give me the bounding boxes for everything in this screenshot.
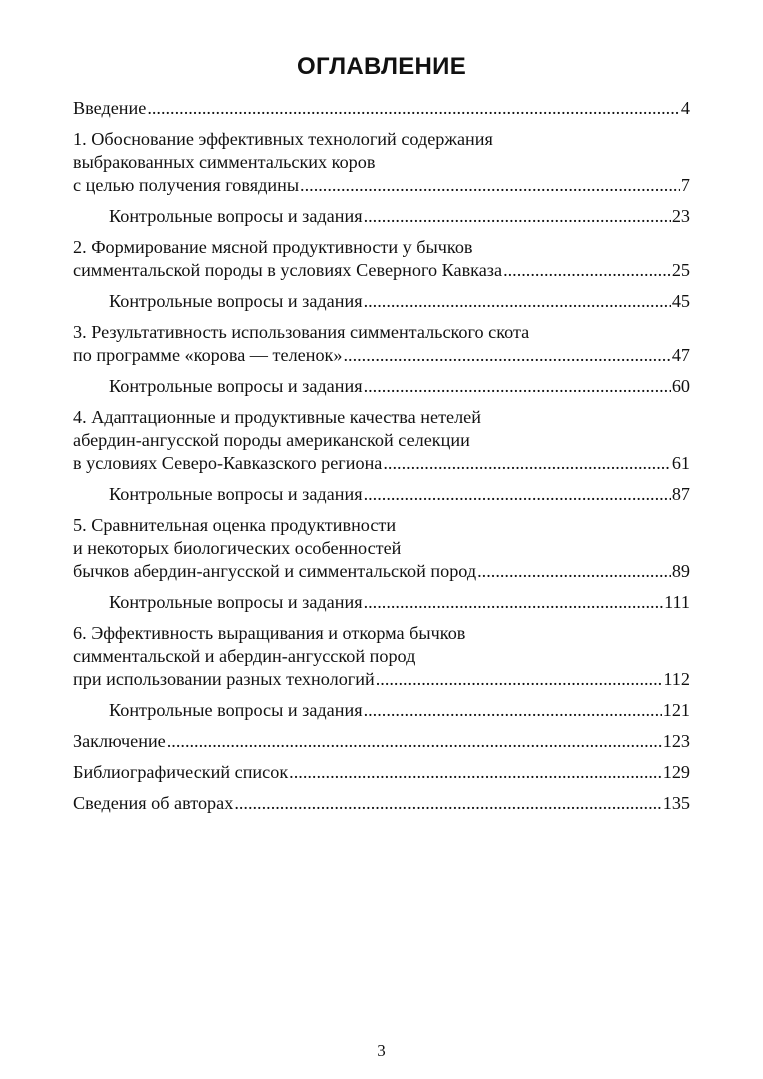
toc-page-number: 121 (662, 700, 690, 720)
toc-page-number: 45 (671, 291, 690, 311)
toc-entry (73, 730, 690, 753)
toc-entry-title-line: 6. Эффективность выращивания и откорма бычков (73, 623, 466, 643)
toc-leader-line (73, 259, 690, 282)
toc-entry (73, 622, 690, 691)
toc-page-number: 112 (663, 669, 690, 689)
page-number: 3 (377, 1041, 386, 1060)
dot-leader (364, 483, 671, 506)
toc-entry-title: с целью получения говядины (73, 175, 300, 195)
toc-subentry (73, 591, 690, 614)
toc-entry-title: Контрольные вопросы и задания (109, 592, 363, 612)
dot-leader (147, 97, 680, 120)
toc-leader-line (109, 699, 690, 722)
dot-leader (234, 792, 661, 815)
toc-leader-line (73, 792, 690, 815)
toc-leader-line (73, 668, 690, 691)
toc-page-number: 4 (680, 98, 690, 118)
toc-leader-line (73, 97, 690, 120)
toc-subentry (73, 290, 690, 313)
toc-leader-line (109, 591, 690, 614)
toc-entry (73, 128, 690, 197)
toc-leader-line (73, 174, 690, 197)
toc-page-number: 47 (671, 345, 690, 365)
toc-page-number: 135 (662, 793, 690, 813)
toc-subentry (73, 375, 690, 398)
toc-page-number: 87 (671, 484, 690, 504)
dot-leader (376, 668, 663, 691)
toc-entry (73, 792, 690, 815)
toc-entry-title-line: 5. Сравнительная оценка продуктивности (73, 515, 397, 535)
toc-entry-title: Контрольные вопросы и задания (109, 700, 363, 720)
toc-leader-line (73, 452, 690, 475)
dot-leader (289, 761, 662, 784)
toc-entry (73, 406, 690, 475)
toc-entry (73, 236, 690, 282)
dot-leader (503, 259, 671, 282)
toc-entry-title: Контрольные вопросы и задания (109, 206, 363, 226)
toc-entry (73, 97, 690, 120)
toc-page-number: 111 (664, 592, 690, 612)
dot-leader (167, 730, 662, 753)
toc-subentry (73, 699, 690, 722)
toc-entry-title-line: выбракованных симментальских коров (73, 152, 376, 172)
toc-leader-line (73, 730, 690, 753)
toc-entry (73, 761, 690, 784)
dot-leader (364, 375, 671, 398)
toc-page-number: 25 (671, 260, 690, 280)
toc-entry (73, 321, 690, 367)
toc-leader-line (109, 205, 690, 228)
toc-page-number: 61 (671, 453, 690, 473)
toc-title: ОГЛАВЛЕНИЕ (296, 53, 467, 80)
toc-leader-line (73, 761, 690, 784)
dot-leader (364, 290, 671, 313)
toc-entry-title: Библиографический список (73, 762, 289, 782)
toc-leader-line (109, 290, 690, 313)
toc-page-number: 89 (671, 561, 690, 581)
dot-leader (477, 560, 671, 583)
toc-subentry (73, 483, 690, 506)
dot-leader (364, 591, 663, 614)
toc-entry-title: симментальской породы в условиях Северного Кавказа (73, 260, 503, 280)
toc-entry-title-line: 4. Адаптационные и продуктивные качества нетелей (73, 407, 481, 427)
toc-entry-title: в условиях Северо-Кавказского региона (73, 453, 383, 473)
toc-entry (73, 514, 690, 583)
toc-entry-title: Контрольные вопросы и задания (109, 291, 363, 311)
toc-entry-title-line: 3. Результативность использования симментальского скота (73, 322, 530, 342)
toc-entry-title: по программе «корова — теленок» (73, 345, 343, 365)
toc-entry-title-line: абердин-ангусской породы американской селекции (73, 430, 470, 450)
dot-leader (383, 452, 670, 475)
toc-entry-title-line: 2. Формирование мясной продуктивности у бычков (73, 237, 473, 257)
toc-entry-title: Введение (73, 98, 147, 118)
toc-entry-title: Заключение (73, 731, 166, 751)
toc-entry-title-line: и некоторых биологических особенностей (73, 538, 402, 558)
dot-leader (364, 699, 662, 722)
dot-leader (364, 205, 671, 228)
toc-page-number: 60 (671, 376, 690, 396)
toc-leader-line (109, 375, 690, 398)
toc-entry-title: Сведения об авторах (73, 793, 234, 813)
table-of-contents (73, 97, 690, 823)
toc-entry-title: Контрольные вопросы и задания (109, 484, 363, 504)
toc-page-number: 129 (662, 762, 690, 782)
toc-entry-title: при использовании разных технологий (73, 669, 375, 689)
toc-entry-title: Контрольные вопросы и задания (109, 376, 363, 396)
toc-entry-title-line: 1. Обоснование эффективных технологий содержания (73, 129, 493, 149)
dot-leader (300, 174, 680, 197)
toc-page-number: 7 (680, 175, 690, 195)
dot-leader (343, 344, 670, 367)
toc-entry-title: бычков абердин-ангусской и симментальской пород (73, 561, 477, 581)
toc-subentry (73, 205, 690, 228)
toc-leader-line (73, 560, 690, 583)
toc-leader-line (73, 344, 690, 367)
toc-page-number: 23 (671, 206, 690, 226)
toc-page-number: 123 (662, 731, 690, 751)
toc-leader-line (109, 483, 690, 506)
toc-entry-title-line: симментальской и абердин-ангусской пород (73, 646, 416, 666)
